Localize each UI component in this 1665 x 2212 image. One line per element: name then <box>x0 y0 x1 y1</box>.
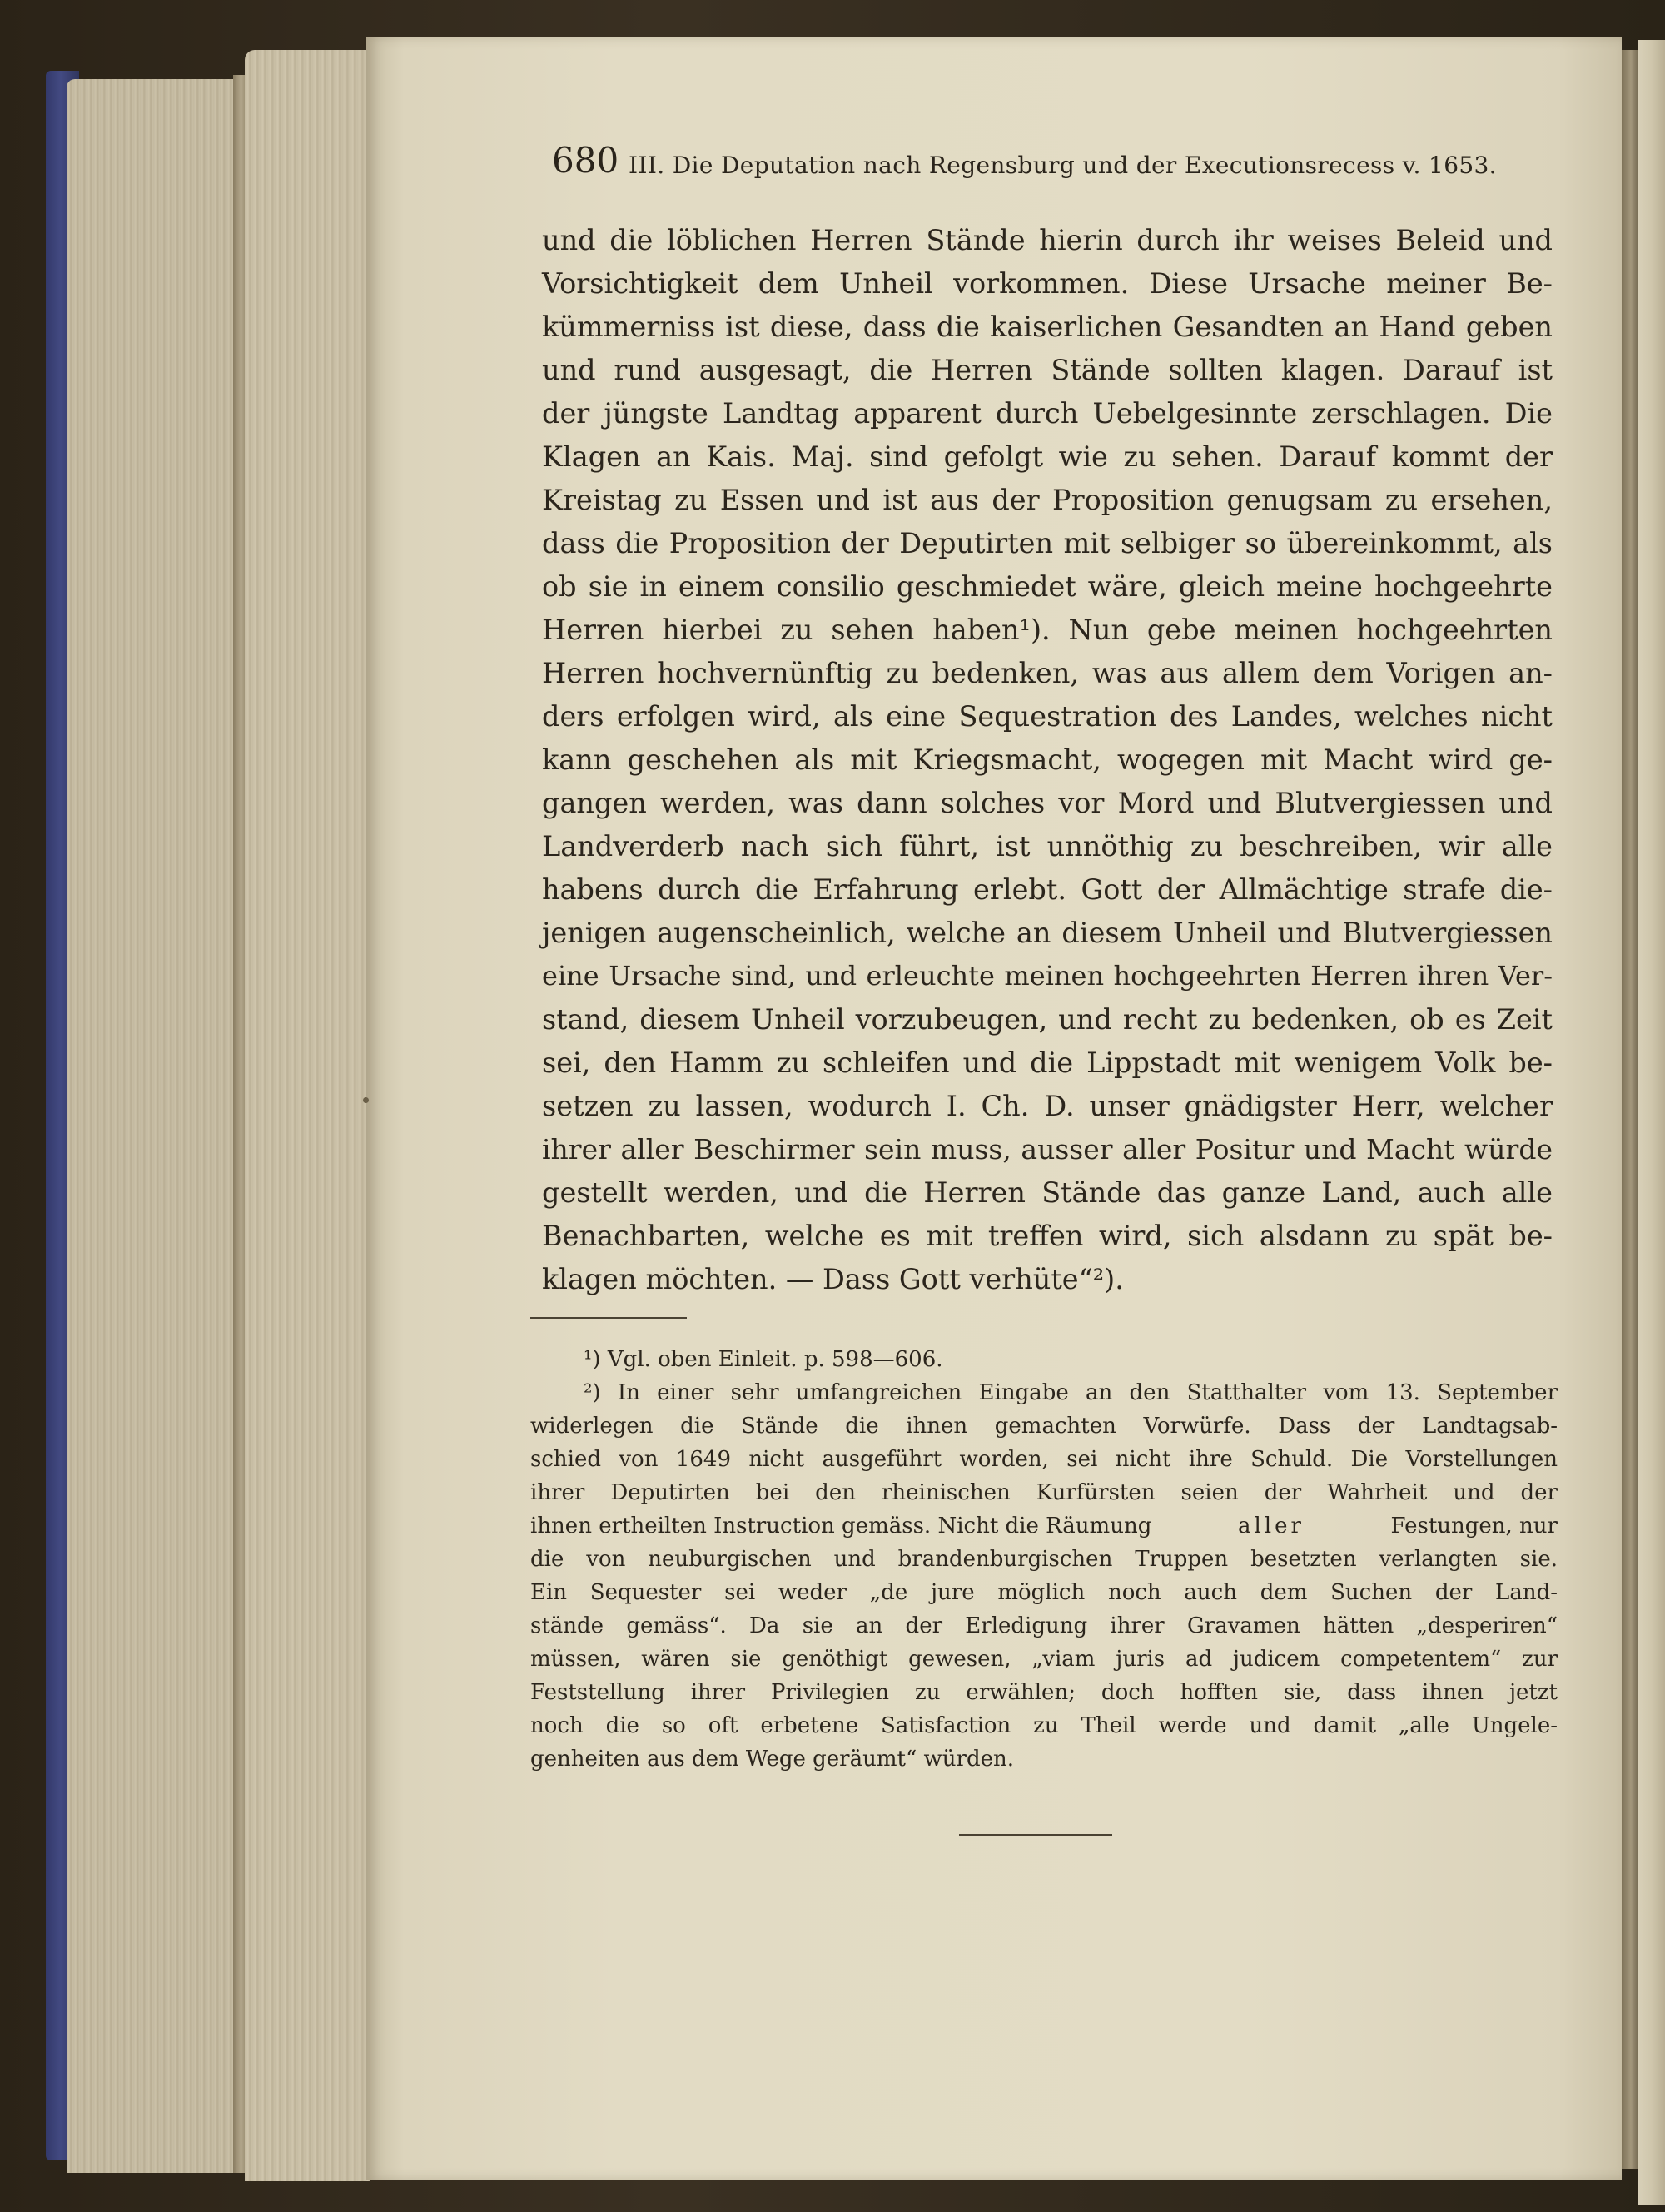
page-mark <box>363 1097 369 1103</box>
footnote-2-line: widerlegen die Stände die ihnen gemachten Vorwürfe. Dass der Landtagsab- <box>530 1414 1558 1439</box>
body-line: Vorsichtigkeit dem Unheil vorkommen. Diese Ursache meiner Be- <box>542 267 1553 300</box>
body-line: und die löblichen Herren Stände hierin durch ihr weises Beleid und <box>542 224 1553 256</box>
body-line: kann geschehen als mit Kriegsmacht, wogegen mit Macht wird ge- <box>542 743 1553 776</box>
page-edges-inner <box>245 50 370 2181</box>
footnote-2-line: schied von 1649 nicht ausgeführt worden, sei nicht ihre Schuld. Die Vorstellungen <box>530 1447 1558 1472</box>
body-line: dass die Proposition der Deputirten mit selbiger so übereinkommt, als <box>542 527 1553 559</box>
body-line: kümmerniss ist diese, dass die kaiserlichen Gesandten an Hand geben <box>542 311 1553 343</box>
body-line: ob sie in einem consilio geschmiedet wäre, gleich meine hochgeehrte <box>542 570 1553 603</box>
body-line: Benachbarten, welche es mit treffen wird, sich alsdann zu spät be- <box>542 1220 1553 1252</box>
body-line: Landverderb nach sich führt, ist unnöthig zu beschreiben, wir alle <box>542 830 1553 862</box>
body-line: Herren hierbei zu sehen haben¹). Nun gebe meinen hochgeehrten <box>542 614 1553 646</box>
body-line-last: klagen möchten. — Dass Gott verhüte“²). <box>542 1263 1124 1295</box>
footnote-2-line: die von neuburgischen und brandenburgischen Truppen besetzten verlangten sie. <box>530 1547 1558 1572</box>
body-line: Klagen an Kais. Maj. sind gefolgt wie zu sehen. Darauf kommt der <box>542 440 1553 473</box>
footnote-2-line: müssen, wären sie genöthigt gewesen, „viam juris ad judicem competentem“ zur <box>530 1647 1558 1672</box>
facing-page-edge <box>1638 40 1665 2205</box>
footnote-2-line: ihrer Deputirten bei den rheinischen Kurfürsten seien der Wahrheit und der <box>530 1480 1558 1505</box>
page-edges-left <box>67 79 237 2173</box>
body-line: jenigen augenscheinlich, welche an diesem Unheil und Blutvergiessen <box>542 917 1553 949</box>
page-gutter-right <box>1622 50 1640 2169</box>
footnote-2-line: Feststellung ihrer Privilegien zu erwählen; doch hofften sie, dass ihnen jetzt <box>530 1680 1558 1705</box>
body-line: und rund ausgesagt, die Herren Stände sollten klagen. Darauf ist <box>542 354 1553 386</box>
footnote-2-text: Festungen, nur <box>1390 1514 1558 1538</box>
footnote-2-line: stände gemäss“. Da sie an der Erledigung ihrer Gravamen hätten „desperiren“ <box>530 1613 1558 1638</box>
body-line: der jüngste Landtag apparent durch Uebelgesinnte zerschlagen. Die <box>542 397 1553 430</box>
body-line: eine Ursache sind, und erleuchte meinen hochgeehrten Herren ihren Ver- <box>542 960 1553 992</box>
body-line: sei, den Hamm zu schleifen und die Lippstadt mit wenigem Volk be- <box>542 1046 1553 1079</box>
footnote-2-line-last: genheiten aus dem Wege geräumt“ würden. <box>530 1747 1014 1772</box>
body-line: Herren hochvernünftig zu bedenken, was aus allem dem Vorigen an- <box>542 657 1553 689</box>
footnote-2-line-mixed <box>530 1515 1558 1537</box>
body-line: stand, diesem Unheil vorzubeugen, und recht zu bedenken, ob es Zeit <box>542 1003 1553 1036</box>
body-line: gangen werden, was dann solches vor Mord und Blutvergiessen und <box>542 787 1553 819</box>
footnote-separator <box>530 1317 687 1319</box>
body-line: ihrer aller Beschirmer sein muss, ausser aller Positur und Macht würde <box>542 1133 1553 1166</box>
body-line: setzen zu lassen, wodurch I. Ch. D. unser gnädigster Herr, welcher <box>542 1090 1553 1122</box>
body-line: ders erfolgen wird, als eine Sequestration des Landes, welches nicht <box>542 700 1553 733</box>
page-header <box>552 140 1559 191</box>
end-rule <box>959 1834 1112 1836</box>
footnote-2-spaced-word: aller <box>1237 1514 1305 1538</box>
body-line: habens durch die Erfahrung erlebt. Gott der Allmächtige strafe die- <box>542 873 1553 906</box>
running-head: III. Die Deputation nach Regensburg und der Executionsrecess v. 1653. <box>629 152 1497 179</box>
footnote-2-line: Ein Sequester sei weder „de jure möglich noch auch dem Suchen der Land- <box>530 1580 1558 1605</box>
body-line: gestellt werden, und die Herren Stände das ganze Land, auch alle <box>542 1176 1553 1209</box>
body-line: Kreistag zu Essen und ist aus der Proposition genugsam zu ersehen, <box>542 484 1553 516</box>
footnote-2-line: ²) In einer sehr umfangreichen Eingabe an den Statthalter vom 13. September <box>584 1380 1558 1405</box>
footnote-2-line: noch die so oft erbetene Satisfaction zu Theil werde und damit „alle Ungele- <box>530 1713 1558 1738</box>
footnote-1: ¹) Vgl. oben Einleit. p. 598—606. <box>584 1347 943 1372</box>
page-number: 680 <box>552 140 619 181</box>
footnote-2-text: ihnen ertheilten Instruction gemäss. Nicht die Räumung <box>530 1514 1152 1538</box>
